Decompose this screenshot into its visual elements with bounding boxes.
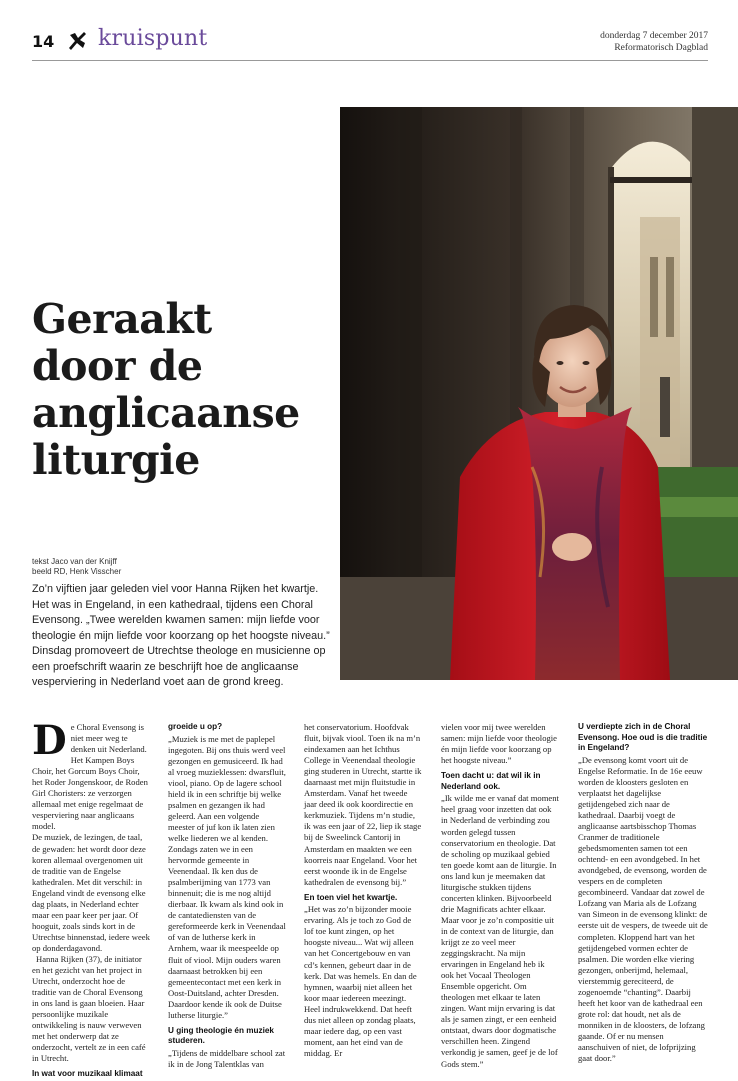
article-column-4 — [441, 722, 559, 1070]
issue-date: donderdag 7 december 2017 — [600, 31, 708, 41]
headline-line-3: anglicaanse — [32, 389, 300, 437]
byline — [32, 557, 121, 577]
headline-line-4: liturgie — [32, 436, 200, 484]
article-paragraph: het conservatorium. Hoofdvak fluit, bijvak viool. Toen ik na m’n eindexamen aan het Ichthus College in Veenendaal theologie ging studeren in Utrecht, startte ik daarnaast met mijn fluitstudie in Amsterdam. Vanaf het tweede jaar deed ik ook koordirectie en kerkmuziek. Tijdens m’n studie, ik was een jaar of 22, liep ik stage bij de Sweelinck Cantorij in Amsterdam en maakten we een koorreis naar Engeland. Voor het eerst woonde ik in de Engelse kathedralen de evensong bij.” — [304, 722, 422, 887]
paragraph-text: e Choral Evensong is niet meer weg te denken uit Nederland. Het Kampen Boys Choir, het Gorcum Boys Choir, het Roder Jongenskoor, de Roden Girl Choristers: ze verzorgen allemaal met enige regelmaat de vesperviering naar anglicaans model. — [32, 722, 148, 832]
page-header — [32, 28, 708, 62]
headline-line-2: door de — [32, 342, 203, 390]
page-number: 14 — [32, 32, 55, 51]
article-paragraph — [32, 717, 150, 832]
headline — [32, 296, 332, 484]
interview-question: En toen viel het kwartje. — [304, 892, 398, 902]
section-name: kruispunt — [98, 26, 208, 51]
article-column-2 — [168, 722, 286, 1070]
drop-cap: D — [32, 717, 67, 764]
article-paragraph: „Het was zo’n bijzonder mooie ervaring. Als je toch zo God de lof toe kunt zingen, op het hoogste niveau... Wat wij alleen van het Concertgebouw en van cd’s kennen, gebeurt daar in de kerk. Dat was hemels. En dan de hymnen, waarbij niet alleen het koor maar iedereen meezingt. Heel indrukwekkend. Dat heeft dus niet alleen op zondag plaats, maar iedere dag, op een vast moment, aan het eind van de middag. Er — [304, 904, 417, 1058]
article-paragraph: „Ik wilde me er vanaf dat moment heel graag voor inzetten dat ook in Nederland de verbinding zou worden gelegd tussen conservatorium en theologie. Dat de scholing op muzikaal gebied ten goede komt aan de liturgie. In ons land kun je meemaken dat liturgische stukken tijdens concerten klinken. Bijvoorbeeld drie Magnificats achter elkaar. Maar voor je zo’n compositie uit in de context van de liturgie, dan krijgt ze zo veel meer zeggingskracht. Na mijn ervaringen in Engeland heb ik ook het Vocaal Theologen Ensemble opgericht. Om theologen met elkaar te laten zingen. Want mijn ervaring is dat als je samen zingt, er een eenheid ontstaat, dwars door dogmatische verschillen heen. Zingend verkondig je samen, geef je de lof Gods stem.” — [441, 793, 559, 1069]
dateline — [600, 30, 708, 54]
interview-question: In wat voor muzikaal klimaat — [32, 1069, 143, 1079]
article-column-1 — [32, 717, 150, 1081]
header-divider — [32, 60, 708, 61]
article-paragraph: „De evensong komt voort uit de Engelse Reformatie. In de 16e eeuw worden de kloosters gesloten en verplaatst het dagelijkse getijdengebed zich naar de kathedraal. Daarbij voegt de anglicaanse aartsbisschop Thomas Cranmer de traditionele gebedsmomenten samen tot een ochtend- en een avondgebed. In het avondgebed, de evensong, worden de vespers en de completen gecombineerd. Vandaar dat zowel de Lofzang van Maria als de Lofzang van Simeon in de evensong klinkt: de eerste uit de vespers, de tweede uit de completen. Kloppend hart van het getijdengebed vormen echter de psalmen. Die worden elke viering gezongen, onberijmd, helemaal, vierstemmig gereciteerd, de zogenoemde “chanting”. Daarbij heeft het koor van de kathedraal een grote rol: dat houdt, net als de monniken in de kloosters, de lofzang gaande. Of er nu mensen aanschuiven of niet, de lofprijzing gaat door.” — [578, 754, 708, 1064]
interview-question: U verdiepte zich in de Choral Evensong. Hoe oud is die traditie in Engeland? — [578, 722, 708, 753]
portrait-photo — [340, 107, 738, 680]
article-paragraph: Hanna Rijken (37), de initiator en het gezicht van het project in Utrecht, onderzocht hoe de traditie van de Choral Evensong in ons land is gaan bloeien. Haar persoonlijke muzikale ontwikkeling is nauw verweven met het onderwerp dat ze onderzocht, vertelt ze in een café in Utrecht. — [32, 953, 146, 1064]
interview-question: U ging theologie én muziek studeren. — [168, 1025, 274, 1046]
article-paragraph: „Tijdens de middelbare school zat ik in de Jong Talentklas van — [168, 1048, 286, 1070]
portrait-photo-illustration — [340, 107, 738, 680]
lead-paragraph: Zo’n vijftien jaar geleden viel voor Hanna Rijken het kwartje. Het was in Engeland, in een kathedraal, tijdens een Choral Evensong. „Twee werelden kwamen samen: mijn liefde voor theologie én mijn liefde voor koorzang op het hoogste niveau.” Dinsdag promoveert de Utrechtse theologe en musicienne op een proefschrift waarin ze beschrijft hoe de anglicaanse vesperviering in Nederland voet aan de grond kreeg. — [32, 583, 330, 688]
article-paragraph: „Muziek is me met de paplepel ingegoten. Bij ons thuis werd veel gezongen en gemusiceerd. Ik had al vroeg muzieklessen: dwarsfluit, viool, piano. Op de lagere school hield ik in een schriftje bij welke psalmen en gezangen ik had geleerd. Aan een volgende meester of juf kon ik laten zien welke liederen we al kenden. Zondags zaten we in een hervormde gemeente in Veenendaal. Ik ken dus de psalmberijming van 1773 van binnenuit; die is me nog altijd dierbaar. Ik kwam als kind ook in de cantatediensten van de gereformeerde kerk in Veenendaal of van de lutherse kerk in Arnhem, waar ik meespeelde op fluit of viool. Mijn ouders waren daarnaast betrokken bij een gemeentecontact met een kerk in Oost-Duitsland, achter Dresden. Daardoor kende ik ook de Duitse lutherse liturgie.” — [168, 733, 286, 1020]
headline-line-1: Geraakt — [32, 295, 212, 343]
cross-icon — [66, 30, 88, 52]
article-paragraph: vielen voor mij twee werelden samen: mijn liefde voor theologie én mijn liefde voor koorzang op het hoogste niveau.” — [441, 722, 557, 766]
author-credit: tekst Jaco van der Knijff — [32, 557, 117, 566]
photo-credit: beeld RD, Henk Visscher — [32, 567, 122, 576]
publication-name: Reformatorisch Dagblad — [614, 43, 708, 53]
article-column-3 — [304, 722, 422, 1059]
article-paragraph: De muziek, de lezingen, de taal, de gewaden: het wordt door deze koren allemaal overgenomen uit de traditie van de Engelse kathedralen. Met dit verschil: in Engeland vindt de evensong elke dag plaats, in Nederland echter maar een paar keer per jaar. Of hooguit, zoals sinds kort in de Utrechtse binnenstad, iedere week op donderdagavond. — [32, 832, 150, 953]
article-column-5 — [578, 722, 708, 1064]
interview-question: groeide u op? — [168, 722, 223, 731]
interview-question: Toen dacht u: dat wil ik in Nederland ook. — [441, 771, 541, 791]
